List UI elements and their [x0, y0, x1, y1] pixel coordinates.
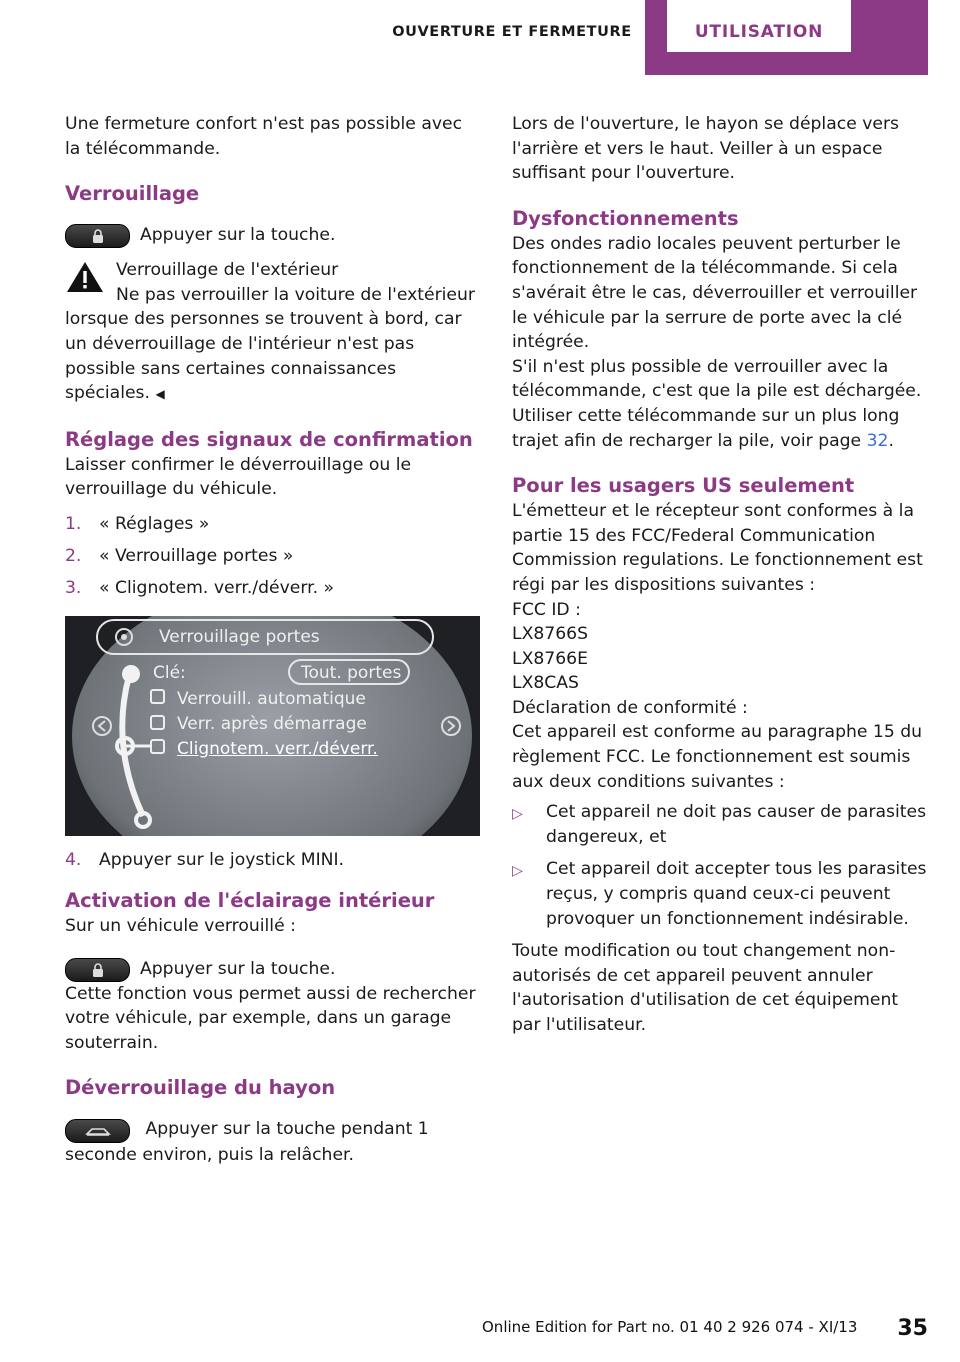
page-number: 35	[897, 1316, 928, 1341]
screen-key-value: Tout. portes	[301, 662, 402, 683]
lock-key-icon	[65, 958, 130, 982]
chapter-tab-inner	[667, 0, 851, 52]
lock-key-row	[65, 223, 480, 248]
light-key-row	[65, 957, 480, 982]
triangle-bullet-icon: ▷	[512, 863, 523, 880]
heading-malfunction: Dysfonctionnements	[512, 206, 739, 230]
conformity-paragraph: Cet appareil est conforme au paragraphe 15 du règlement FCC. Le fonctionnement est soumis aux deux conditions suivantes :	[512, 722, 923, 792]
screen-option-1: Verrouill. automatique	[177, 688, 366, 709]
light-key-text: Appuyer sur la touche.	[140, 958, 336, 979]
light-more-paragraph: Cette fonction vous permet aussi de rechercher votre véhicule, par exemple, dans un garage souterrain.	[65, 983, 476, 1053]
left-column	[65, 112, 480, 1168]
malfunction-paragraph-2: S'il n'est plus possible de verrouiller avec la télécommande, c'est que la pile est déchargée. Utiliser cette télécommande sur un plus long trajet afin de recharger la pile, voir page 32.	[512, 356, 922, 451]
display-screenshot	[65, 616, 480, 836]
list-item: 3. « Clignotem. verr./déverr. »	[65, 577, 335, 598]
conditions-list	[512, 800, 932, 931]
section-title: OUVERTURE ET FERMETURE	[392, 24, 632, 40]
trunk-key-text: Appuyer sur la touche pendant 1 seconde environ, puis la relâcher.	[65, 1119, 429, 1166]
warning-icon	[65, 260, 105, 294]
lock-key-text: Appuyer sur la touche.	[140, 225, 336, 246]
footer-edition: Online Edition for Part no. 01 40 2 926 074 - XI/13	[482, 1318, 858, 1336]
trunk-key-icon	[65, 1119, 130, 1143]
intro-paragraph: Une fermeture confort n'est pas possible avec la télécommande.	[65, 114, 463, 159]
list-item: 4. Appuyer sur le joystick MINI.	[65, 849, 345, 870]
right-column	[512, 112, 932, 1038]
light-paragraph: Sur un véhicule verrouillé :	[65, 915, 296, 936]
screen-title: Verrouillage portes	[159, 626, 320, 647]
screen-option-2: Verr. après démarrage	[177, 713, 367, 734]
chapter-tab[interactable]	[645, 0, 928, 75]
fcc-label: FCC ID :	[512, 599, 581, 620]
trunk-open-paragraph: Lors de l'ouverture, le hayon se déplace vers l'arrière et vers le haut. Veiller à un espace suffisant pour l'ouverture.	[512, 114, 899, 184]
end-mark-icon: ◀	[155, 387, 165, 402]
list-item: ▷ Cet appareil ne doit pas causer de parasites dangereux, et	[512, 800, 932, 849]
fcc-id: LX8766E	[512, 648, 588, 669]
heading-locking: Verrouillage	[65, 182, 200, 206]
steps-list	[65, 508, 480, 604]
heading-us-users: Pour les usagers US seulement	[512, 474, 855, 498]
fcc-id: LX8766S	[512, 624, 589, 645]
warning-body: Ne pas verrouiller la voiture de l'extérieur lorsque des personnes se trouvent à bord, car un déverrouillage de l'intérieur n'est pas possible sans certaines connaissances spéciales. ◀	[65, 284, 475, 404]
screen-option-3: Clignotem. verr./déverr.	[177, 738, 378, 759]
heading-signals: Réglage des signaux de confirmation	[65, 427, 473, 451]
warning-title: Verrouillage de l'extérieur	[116, 260, 339, 281]
signals-paragraph: Laisser confirmer le déverrouillage ou le verrouillage du véhicule.	[65, 454, 412, 500]
us-paragraph: L'émetteur et le récepteur sont conformes à la partie 15 des FCC/Federal Communication Commission regulations. Le fonctionnement est régi par les dispositions suivantes :	[512, 501, 923, 595]
final-paragraph: Toute modification ou tout changement non-autorisés de cet appareil peuvent annuler l'autorisation d'utilisation de cet équipement par l'utilisateur.	[512, 941, 899, 1035]
fcc-id: LX8CAS	[512, 673, 579, 694]
declaration-label: Déclaration de conformité :	[512, 697, 748, 718]
malfunction-paragraph-1: Des ondes radio locales peuvent perturber le fonctionnement de la télécommande. Si cela s'avérait être le cas, déverrouiller et verrouiller le véhicule par la serrure de porte avec la clé intégrée.	[512, 233, 918, 353]
warning-block	[65, 258, 480, 407]
list-item: 1. « Réglages »	[65, 513, 210, 534]
chapter-tab-label: UTILISATION	[694, 22, 824, 42]
trunk-key-row	[65, 1117, 480, 1168]
page-link[interactable]: 32	[866, 430, 889, 451]
list-item: ▷ Cet appareil doit accepter tous les parasites reçus, y compris quand ceux-ci peuvent provoquer un fonctionnement indésirable.	[512, 857, 932, 931]
heading-trunk: Déverrouillage du hayon	[65, 1076, 336, 1100]
triangle-bullet-icon: ▷	[512, 806, 523, 823]
heading-interior-light: Activation de l'éclairage intérieur	[65, 888, 435, 912]
list-item: 2. « Verrouillage portes »	[65, 545, 294, 566]
lock-key-icon	[65, 224, 130, 248]
steps-list-2	[65, 844, 480, 876]
screen-key-label: Clé:	[153, 662, 186, 683]
